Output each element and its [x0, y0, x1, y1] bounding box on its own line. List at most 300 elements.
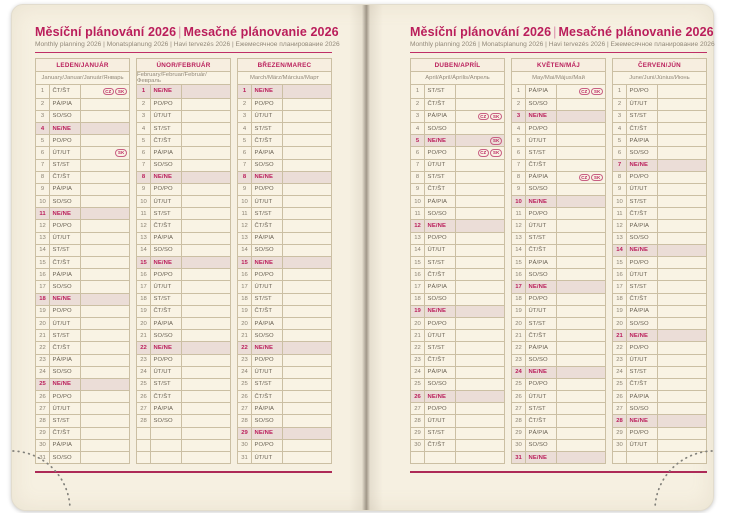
- notes-cell: [283, 415, 331, 426]
- day-number: 20: [411, 318, 425, 329]
- day-row: [137, 207, 230, 219]
- day-row: [36, 146, 129, 158]
- day-number: 6: [512, 147, 526, 158]
- weekday-label: PO/PO: [425, 147, 456, 158]
- notes-cell: [283, 245, 331, 256]
- day-row: [36, 122, 129, 134]
- weekday-label: ÚT/UT: [627, 269, 658, 280]
- month-subtitle: March/März/Március/Март: [238, 72, 331, 85]
- weekday-label: ST/ST: [151, 379, 182, 390]
- notes-cell: [182, 379, 230, 390]
- weekday-label: PÁ/PIA: [425, 111, 456, 122]
- day-row: [36, 414, 129, 426]
- notes-cell: [658, 440, 706, 451]
- day-number: 30: [613, 440, 627, 451]
- notes-cell: [456, 379, 504, 390]
- notes-cell: [557, 379, 605, 390]
- day-number: 1: [613, 85, 627, 97]
- day-number: 29: [36, 428, 50, 439]
- notes-cell: [557, 269, 605, 280]
- day-number: 14: [238, 245, 252, 256]
- day-number: 28: [137, 415, 151, 426]
- weekday-label: ČT/ŠT: [425, 440, 456, 451]
- day-row: [613, 98, 706, 110]
- day-row: [512, 366, 605, 378]
- weekday-label: ST/ST: [526, 318, 557, 329]
- notes-cell: [81, 85, 129, 97]
- day-row: [613, 427, 706, 439]
- day-row: [411, 427, 504, 439]
- notes-cell: [81, 111, 129, 122]
- blank-row: [137, 427, 230, 439]
- day-number: 4: [613, 123, 627, 134]
- day-number: 5: [238, 135, 252, 146]
- notes-cell: [81, 245, 129, 256]
- weekday-label: PO/PO: [627, 428, 658, 439]
- notes-cell: [658, 147, 706, 158]
- month-column: [410, 58, 505, 464]
- weekday-label: SO/SO: [627, 233, 658, 244]
- day-row: [137, 232, 230, 244]
- weekday-label: ÚT/UT: [627, 440, 658, 451]
- weekday-label: PO/PO: [627, 172, 658, 183]
- day-number: 19: [411, 306, 425, 317]
- day-row: [512, 122, 605, 134]
- notes-cell: [283, 172, 331, 183]
- day-number: 5: [512, 135, 526, 146]
- day-number: 24: [613, 367, 627, 378]
- day-number: 10: [411, 196, 425, 207]
- day-number: 2: [238, 99, 252, 110]
- day-number: 14: [512, 245, 526, 256]
- day-number: 23: [137, 355, 151, 366]
- day-number: 29: [238, 428, 252, 439]
- notes-cell: [81, 135, 129, 146]
- weekday-label: ST/ST: [425, 85, 456, 97]
- notes-cell: [81, 172, 129, 183]
- weekday-label: ÚT/UT: [252, 111, 283, 122]
- day-number: 16: [411, 269, 425, 280]
- day-row: [512, 439, 605, 451]
- notes-cell: [182, 135, 230, 146]
- day-row: [238, 390, 331, 402]
- day-number: 17: [512, 281, 526, 292]
- day-number: 15: [613, 257, 627, 268]
- day-number: 16: [137, 269, 151, 280]
- weekday-label: ČT/ŠT: [425, 99, 456, 110]
- weekday-label: ST/ST: [526, 233, 557, 244]
- notes-cell: [283, 440, 331, 451]
- notes-cell: [557, 196, 605, 207]
- weekday-label: ČT/ŠT: [252, 135, 283, 146]
- weekday-label: PÁ/PIA: [526, 342, 557, 353]
- notes-cell: [182, 196, 230, 207]
- day-row: [411, 110, 504, 122]
- notes-cell: [283, 269, 331, 280]
- day-number: 1: [36, 85, 50, 97]
- notes-cell: [456, 196, 504, 207]
- day-number: 2: [613, 99, 627, 110]
- day-number: 22: [613, 342, 627, 353]
- day-number: 4: [411, 123, 425, 134]
- weekday-label: ST/ST: [50, 415, 81, 426]
- notes-cell: [557, 160, 605, 171]
- month-subtitle: June/Juni/Június/Июнь: [613, 72, 706, 85]
- weekday-label: ST/ST: [252, 208, 283, 219]
- day-row: [613, 366, 706, 378]
- day-row: [137, 366, 230, 378]
- weekday-label: NE/NE: [627, 160, 658, 171]
- notes-cell: [283, 306, 331, 317]
- holiday-badge-sk-icon: SK: [115, 149, 127, 157]
- notes-cell: [81, 99, 129, 110]
- page-gutter: [349, 5, 383, 510]
- day-row: [137, 280, 230, 292]
- day-number: 25: [36, 379, 50, 390]
- day-number: 19: [36, 306, 50, 317]
- weekday-label: PO/PO: [50, 391, 81, 402]
- weekday-label: SO/SO: [526, 99, 557, 110]
- notes-cell: [456, 85, 504, 97]
- weekday-label: SO/SO: [252, 330, 283, 341]
- weekday-label: ÚT/UT: [526, 306, 557, 317]
- day-number: [613, 452, 627, 463]
- weekday-label: ST/ST: [627, 281, 658, 292]
- day-row: [238, 207, 331, 219]
- month-subtitle: January/Januar/Január/Январь: [36, 72, 129, 85]
- notes-cell: [182, 147, 230, 158]
- notes-cell: [456, 391, 504, 402]
- weekday-label: NE/NE: [425, 306, 456, 317]
- notes-cell: [283, 452, 331, 463]
- day-row: [238, 341, 331, 353]
- day-number: 30: [411, 440, 425, 451]
- notes-cell: [182, 452, 230, 463]
- day-row: [512, 329, 605, 341]
- day-number: 26: [238, 391, 252, 402]
- notes-cell: [557, 233, 605, 244]
- weekday-label: PO/PO: [627, 342, 658, 353]
- day-number: 22: [137, 342, 151, 353]
- day-number: 11: [36, 208, 50, 219]
- weekday-label: PO/PO: [252, 99, 283, 110]
- day-row: [238, 317, 331, 329]
- day-row: [238, 244, 331, 256]
- weekday-label: NE/NE: [252, 428, 283, 439]
- weekday-label: ÚT/UT: [151, 281, 182, 292]
- weekday-label: PÁ/PIA: [151, 147, 182, 158]
- day-row: [411, 244, 504, 256]
- day-number: 31: [36, 452, 50, 463]
- notes-cell: [283, 99, 331, 110]
- notes-cell: [456, 330, 504, 341]
- notes-cell: [456, 257, 504, 268]
- weekday-label: PO/PO: [425, 403, 456, 414]
- day-row: [411, 439, 504, 451]
- weekday-label: ST/ST: [627, 111, 658, 122]
- notes-cell: [81, 294, 129, 305]
- day-number: 3: [137, 111, 151, 122]
- weekday-label: ČT/ŠT: [252, 220, 283, 231]
- day-row: [613, 207, 706, 219]
- day-number: 26: [613, 391, 627, 402]
- month-name: DUBEN/APRÍL: [411, 59, 504, 72]
- notes-cell: [81, 342, 129, 353]
- day-number: 7: [411, 160, 425, 171]
- day-number: 16: [613, 269, 627, 280]
- holiday-badge-sk-icon: SK: [591, 88, 603, 96]
- month-columns-right: [410, 58, 707, 464]
- day-row: [613, 354, 706, 366]
- weekday-label: ÚT/UT: [425, 415, 456, 426]
- notes-cell: [557, 403, 605, 414]
- day-row: [36, 183, 129, 195]
- day-number: 9: [613, 184, 627, 195]
- weekday-label: SO/SO: [627, 403, 658, 414]
- weekday-label: SO/SO: [50, 367, 81, 378]
- weekday-label: PÁ/PIA: [50, 269, 81, 280]
- day-number: 31: [512, 452, 526, 463]
- notes-cell: [283, 257, 331, 268]
- notes-cell: [456, 269, 504, 280]
- weekday-label: SO/SO: [50, 196, 81, 207]
- weekday-label: ČT/ŠT: [151, 391, 182, 402]
- day-number: 18: [613, 294, 627, 305]
- weekday-label: SO/SO: [526, 184, 557, 195]
- month-columns-left: [35, 58, 332, 464]
- day-row: [613, 439, 706, 451]
- day-row: [238, 329, 331, 341]
- day-row: [613, 317, 706, 329]
- day-number: 30: [238, 440, 252, 451]
- day-row: [137, 219, 230, 231]
- day-row: [411, 232, 504, 244]
- day-row: [238, 366, 331, 378]
- day-row: [36, 329, 129, 341]
- notes-cell: [182, 306, 230, 317]
- day-row: [613, 244, 706, 256]
- day-row: [411, 146, 504, 158]
- notes-cell: [658, 135, 706, 146]
- day-number: 26: [411, 391, 425, 402]
- day-number: 17: [36, 281, 50, 292]
- day-number: 26: [512, 391, 526, 402]
- notes-cell: [456, 135, 504, 146]
- notes-cell: [182, 367, 230, 378]
- day-number: 8: [238, 172, 252, 183]
- weekday-label: SO/SO: [526, 269, 557, 280]
- weekday-label: PO/PO: [252, 440, 283, 451]
- day-row: [137, 85, 230, 97]
- day-row: [238, 146, 331, 158]
- day-row: [36, 232, 129, 244]
- day-row: [238, 451, 331, 463]
- day-row: [613, 305, 706, 317]
- weekday-label: PÁ/PIA: [50, 440, 81, 451]
- weekday-label: ČT/ŠT: [627, 208, 658, 219]
- day-row: [512, 219, 605, 231]
- day-row: [411, 280, 504, 292]
- notes-cell: [81, 355, 129, 366]
- notes-cell: [456, 281, 504, 292]
- day-number: 20: [512, 318, 526, 329]
- day-number: 28: [238, 415, 252, 426]
- day-row: [137, 134, 230, 146]
- title-rule: [410, 52, 707, 53]
- day-number: 5: [613, 135, 627, 146]
- day-number: 27: [411, 403, 425, 414]
- day-row: [512, 232, 605, 244]
- notes-cell: [557, 172, 605, 183]
- day-row: [36, 268, 129, 280]
- notes-cell: [283, 318, 331, 329]
- day-row: [36, 439, 129, 451]
- day-row: [36, 366, 129, 378]
- notes-cell: [658, 379, 706, 390]
- weekday-label: NE/NE: [151, 257, 182, 268]
- weekday-label: NE/NE: [252, 172, 283, 183]
- notes-cell: [283, 294, 331, 305]
- notes-cell: [182, 111, 230, 122]
- notes-cell: [456, 147, 504, 158]
- notes-cell: [81, 379, 129, 390]
- notes-cell: [658, 196, 706, 207]
- weekday-label: PÁ/PIA: [50, 184, 81, 195]
- weekday-label: NE/NE: [50, 208, 81, 219]
- day-row: [512, 195, 605, 207]
- weekday-label: SO/SO: [627, 318, 658, 329]
- day-row: [613, 134, 706, 146]
- weekday-label: ST/ST: [50, 330, 81, 341]
- notes-cell: [557, 391, 605, 402]
- day-number: 7: [36, 160, 50, 171]
- day-number: 10: [238, 196, 252, 207]
- weekday-label: NE/NE: [526, 196, 557, 207]
- day-row: [512, 268, 605, 280]
- weekday-label: PO/PO: [151, 99, 182, 110]
- day-row: [36, 378, 129, 390]
- notes-cell: [283, 281, 331, 292]
- title-rule: [35, 52, 332, 53]
- day-number: [411, 452, 425, 463]
- weekday-label: ČT/ŠT: [50, 342, 81, 353]
- notes-cell: [557, 208, 605, 219]
- day-number: 16: [36, 269, 50, 280]
- holiday-badge-cz-icon: CZ: [103, 88, 114, 96]
- day-row: [238, 219, 331, 231]
- notes-cell: [81, 208, 129, 219]
- notes-cell: [658, 355, 706, 366]
- month-rows: [512, 85, 605, 463]
- notes-cell: [182, 85, 230, 97]
- notes-cell: [456, 172, 504, 183]
- notes-cell: [283, 220, 331, 231]
- day-row: [613, 232, 706, 244]
- day-number: 15: [137, 257, 151, 268]
- day-row: [411, 98, 504, 110]
- month-rows: [238, 85, 331, 463]
- notes-cell: [557, 99, 605, 110]
- day-row: [238, 354, 331, 366]
- blank-row: [137, 451, 230, 463]
- holiday-badge-cz-icon: CZ: [579, 88, 590, 96]
- day-row: [36, 134, 129, 146]
- notes-cell: [182, 160, 230, 171]
- page-title-cz: Měsíční plánování 2026: [410, 25, 552, 39]
- notes-cell: [283, 391, 331, 402]
- notes-cell: [456, 184, 504, 195]
- notes-cell: [283, 342, 331, 353]
- weekday-label: PO/PO: [50, 135, 81, 146]
- day-row: [411, 341, 504, 353]
- weekday-label: PO/PO: [50, 306, 81, 317]
- weekday-label: ST/ST: [50, 245, 81, 256]
- day-number: 12: [238, 220, 252, 231]
- day-number: 21: [613, 330, 627, 341]
- day-number: 19: [238, 306, 252, 317]
- day-row: [613, 195, 706, 207]
- notes-cell: [182, 257, 230, 268]
- day-row: [238, 195, 331, 207]
- day-row: [36, 402, 129, 414]
- weekday-label: ÚT/UT: [526, 135, 557, 146]
- notes-cell: [182, 330, 230, 341]
- day-row: [137, 244, 230, 256]
- day-row: [411, 256, 504, 268]
- notes-cell: [182, 245, 230, 256]
- day-row: [512, 171, 605, 183]
- day-number: 29: [512, 428, 526, 439]
- day-number: 27: [137, 403, 151, 414]
- weekday-label: ÚT/UT: [50, 318, 81, 329]
- day-number: 2: [512, 99, 526, 110]
- notes-cell: [557, 355, 605, 366]
- weekday-label: NE/NE: [526, 111, 557, 122]
- day-number: 23: [411, 355, 425, 366]
- day-number: 4: [36, 123, 50, 134]
- day-number: 8: [137, 172, 151, 183]
- notes-cell: [658, 233, 706, 244]
- notes-cell: [658, 306, 706, 317]
- notes-cell: [456, 294, 504, 305]
- day-row: [238, 232, 331, 244]
- day-number: 13: [411, 233, 425, 244]
- notes-cell: [81, 428, 129, 439]
- weekday-label: ČT/ŠT: [50, 428, 81, 439]
- notes-cell: [182, 172, 230, 183]
- day-row: [36, 305, 129, 317]
- bottom-rule: [35, 471, 332, 473]
- day-row: [411, 122, 504, 134]
- day-number: 14: [613, 245, 627, 256]
- weekday-label: [151, 428, 182, 439]
- day-number: 20: [238, 318, 252, 329]
- day-number: 12: [411, 220, 425, 231]
- day-row: [411, 85, 504, 97]
- day-row: [238, 293, 331, 305]
- notes-cell: [283, 379, 331, 390]
- notes-cell: [658, 415, 706, 426]
- notes-cell: [557, 367, 605, 378]
- title-divider: |: [178, 25, 182, 39]
- weekday-label: PÁ/PIA: [252, 147, 283, 158]
- day-row: [238, 305, 331, 317]
- day-number: 6: [137, 147, 151, 158]
- month-rows: [613, 85, 706, 463]
- weekday-label: SO/SO: [425, 294, 456, 305]
- day-row: [36, 293, 129, 305]
- notes-cell: [658, 111, 706, 122]
